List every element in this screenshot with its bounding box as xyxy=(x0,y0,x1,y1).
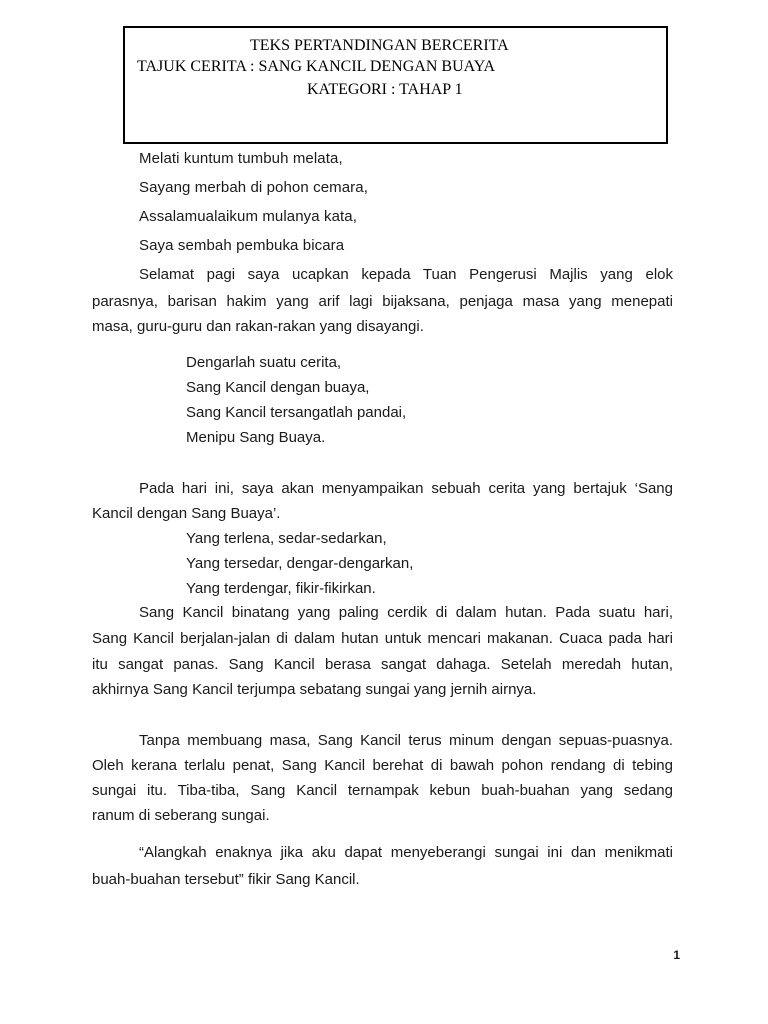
paragraph-line: Sang Kancil berjalan-jalan di dalam hutan untuk mencari makanan. Cuaca pada hari xyxy=(92,630,673,647)
paragraph-line: buah-buahan tersebut” fikir Sang Kancil. xyxy=(92,871,360,888)
pantun-line: Assalamualaikum mulanya kata, xyxy=(139,208,357,225)
paragraph-line: Tanpa membuang masa, Sang Kancil terus minum dengan sepuas-puasnya. xyxy=(139,732,673,749)
greeting-line: Selamat pagi saya ucapkan kepada Tuan Pengerusi Majlis yang elok xyxy=(139,266,673,283)
paragraph-line: Sang Kancil binatang yang paling cerdik di dalam hutan. Pada suatu hari, xyxy=(139,604,673,621)
intro-line: Kancil dengan Sang Buaya’. xyxy=(92,505,281,522)
pantun-line: Saya sembah pembuka bicara xyxy=(139,237,345,254)
greeting-line: masa, guru-guru dan rakan-rakan yang disayangi. xyxy=(92,318,424,335)
verse-line: Yang terlena, sedar-sedarkan, xyxy=(186,530,387,547)
story-title: TAJUK CERITA : SANG KANCIL DENGAN BUAYA xyxy=(137,58,496,75)
paragraph-line: ranum di seberang sungai. xyxy=(92,807,270,824)
verse-line: Dengarlah suatu cerita, xyxy=(186,354,342,371)
intro-line: Pada hari ini, saya akan menyampaikan sebuah cerita yang bertajuk ‘Sang xyxy=(139,480,673,497)
paragraph-line: “Alangkah enaknya jika aku dapat menyeberangi sungai ini dan menikmati xyxy=(139,844,673,861)
paragraph-line: Oleh kerana terlalu penat, Sang Kancil berehat di bawah pohon rendang di tebing xyxy=(92,757,673,774)
title-box xyxy=(123,26,668,144)
paragraph-line: sungai itu. Tiba-tiba, Sang Kancil ternampak kebun buah-buahan yang sedang xyxy=(92,782,673,799)
verse-line: Yang terdengar, fikir-fikirkan. xyxy=(186,580,376,597)
paragraph-line: itu sangat panas. Sang Kancil berasa sangat dahaga. Setelah meredah hutan, xyxy=(92,656,673,673)
verse-line: Yang tersedar, dengar-dengarkan, xyxy=(186,555,414,572)
paragraph-line: akhirnya Sang Kancil terjumpa sebatang sungai yang jernih airnya. xyxy=(92,681,537,698)
pantun-line: Melati kuntum tumbuh melata, xyxy=(139,150,343,167)
greeting-line: parasnya, barisan hakim yang arif lagi bijaksana, penjaga masa yang menepati xyxy=(92,293,673,310)
document-title: TEKS PERTANDINGAN BERCERITA xyxy=(250,37,509,54)
verse-line: Menipu Sang Buaya. xyxy=(186,429,326,446)
pantun-line: Sayang merbah di pohon cemara, xyxy=(139,179,368,196)
category-label: KATEGORI : TAHAP 1 xyxy=(307,81,463,98)
page-number: 1 xyxy=(673,948,680,962)
verse-line: Sang Kancil dengan buaya, xyxy=(186,379,370,396)
verse-line: Sang Kancil tersangatlah pandai, xyxy=(186,404,407,421)
